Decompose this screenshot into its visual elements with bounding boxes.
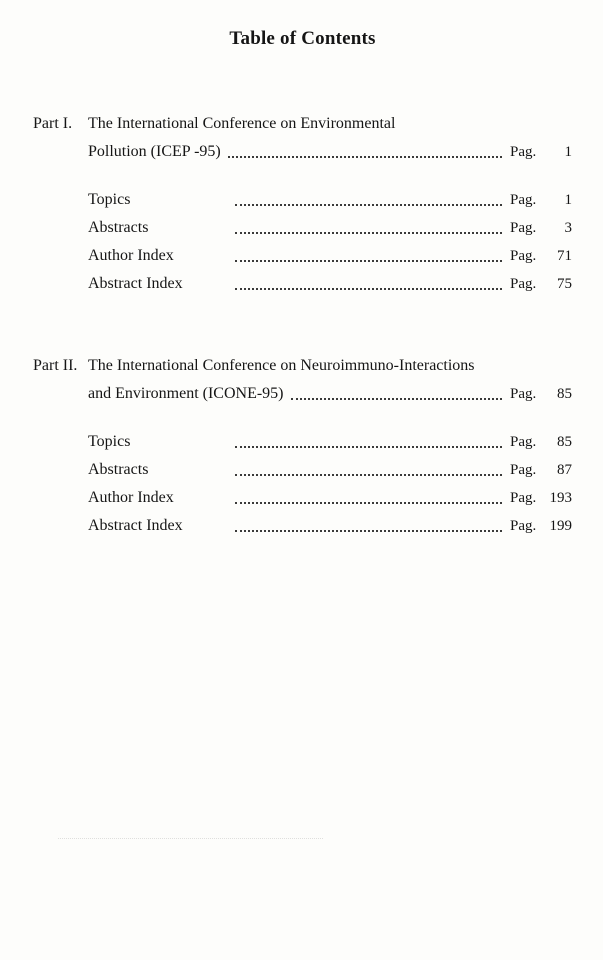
entry-label: Topics: [88, 191, 131, 208]
dotted-leader: [235, 446, 502, 448]
toc-entry: [88, 270, 572, 298]
page-word: Pag.: [510, 434, 537, 450]
part-2-title-line2-row: [88, 380, 572, 408]
toc-entry: [88, 186, 572, 214]
part-2-heading: [33, 352, 572, 408]
toc-entry: [88, 456, 572, 484]
page-ref: [510, 428, 572, 456]
section-part-1: [33, 110, 572, 298]
page-number: 1: [564, 144, 572, 160]
page-ref: [510, 484, 572, 512]
entry-label: Author Index: [88, 247, 174, 264]
scan-artifact-line: [58, 838, 323, 839]
page-number: 87: [557, 462, 572, 478]
toc-entry: [88, 214, 572, 242]
page-ref: [510, 138, 572, 166]
page-ref: [510, 380, 572, 408]
part-1-entries: [88, 186, 572, 298]
section-part-2: [33, 352, 572, 540]
page-word: Pag.: [510, 490, 537, 506]
toc-entry: [88, 484, 572, 512]
page-number: 85: [557, 386, 572, 402]
page-title: Table of Contents: [229, 28, 376, 49]
part-1-heading: [33, 110, 572, 166]
page-number: 199: [549, 518, 572, 534]
page-number: 71: [557, 248, 572, 264]
page-ref: [510, 186, 572, 214]
page-word: Pag.: [510, 220, 537, 236]
page-word: Pag.: [510, 144, 537, 160]
page-number: 3: [564, 220, 572, 236]
page-word: Pag.: [510, 248, 537, 264]
page-word: Pag.: [510, 518, 537, 534]
part-2-title: [88, 352, 572, 408]
dotted-leader: [235, 260, 502, 262]
part-1-title-line1: The International Conference on Environmental: [88, 115, 396, 132]
entry-label: Abstracts: [88, 219, 149, 236]
dotted-leader: [235, 232, 502, 234]
toc-entry: [88, 242, 572, 270]
part-2-label: Part II.: [33, 357, 78, 374]
part-1-label: Part I.: [33, 115, 73, 132]
dotted-leader: [235, 502, 502, 504]
entry-label: Author Index: [88, 489, 174, 506]
dotted-leader: [235, 530, 502, 532]
part-1-title-line2-row: [88, 138, 572, 166]
page-word: Pag.: [510, 276, 537, 292]
entry-label: Abstract Index: [88, 275, 183, 292]
dotted-leader: [228, 156, 502, 158]
page-number: 193: [549, 490, 572, 506]
dotted-leader: [235, 288, 502, 290]
dotted-leader: [235, 474, 502, 476]
page-word: Pag.: [510, 386, 537, 402]
part-2-title-line1: The International Conference on Neuroimmuno-Interactions: [88, 357, 475, 374]
page-ref: [510, 214, 572, 242]
part-1-title-line2: Pollution (ICEP -95): [88, 143, 221, 160]
page-word: Pag.: [510, 192, 537, 208]
entry-label: Abstracts: [88, 461, 149, 478]
toc-entry: [88, 512, 572, 540]
entry-label: Abstract Index: [88, 517, 183, 534]
page-number: 85: [557, 434, 572, 450]
page-ref: [510, 456, 572, 484]
page-ref: [510, 512, 572, 540]
page-number: 1: [564, 192, 572, 208]
page-word: Pag.: [510, 462, 537, 478]
dotted-leader: [235, 204, 502, 206]
toc-entry: [88, 428, 572, 456]
part-2-title-line2: and Environment (ICONE-95): [88, 385, 284, 402]
page-number: 75: [557, 276, 572, 292]
part-2-entries: [88, 428, 572, 540]
page-ref: [510, 270, 572, 298]
dotted-leader: [291, 398, 502, 400]
entry-label: Topics: [88, 433, 131, 450]
page-ref: [510, 242, 572, 270]
part-1-title: [88, 110, 572, 166]
